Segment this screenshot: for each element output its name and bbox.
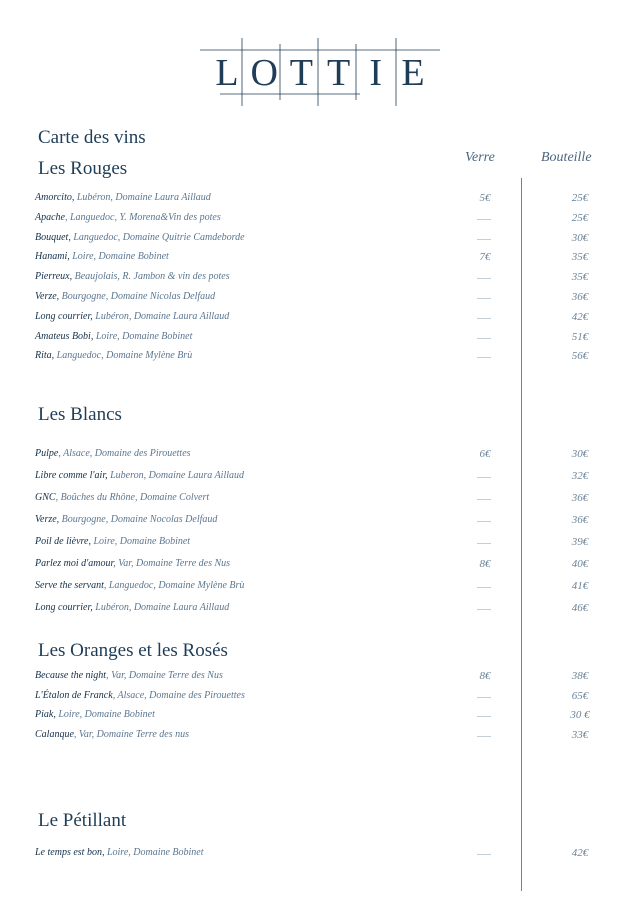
wine-description [35,512,217,528]
wine-description [35,600,229,616]
wine-description [35,269,230,285]
wine-description [35,534,190,550]
lottie-logo [200,38,440,108]
no-glass-price-dash [477,736,491,737]
logo-letter: T [326,52,351,94]
wine-description [35,230,245,246]
wine-name: GNC [35,492,56,503]
bottle-price: 42€ [571,310,589,323]
wine-row [35,556,615,572]
bottle-price: 25€ [571,192,589,204]
wine-description [35,249,169,265]
bottle-price: 30€ [571,448,589,460]
bottle-price: 30€ [571,231,589,244]
wine-row [35,668,615,684]
wine-name: Pulpe [35,448,59,459]
bottle-price: 32€ [571,470,589,482]
wine-description [35,190,211,206]
glass-price: 8€ [479,558,491,570]
wine-row [35,249,615,265]
wine-origin: Luberon, Domaine Laura Aillaud [107,470,245,481]
bottle-price: 46€ [571,602,589,614]
wine-origin: Lubéron, Domaine Laura Aillaud [92,602,230,613]
column-header-verre: Verre [465,150,495,165]
wine-description [35,309,229,325]
wine-name: Libre comme l'air, [35,470,108,481]
section-title-petillant: Le Pétillant [38,810,127,831]
wine-description [35,329,192,345]
wine-row [35,578,615,594]
wine-origin: Lubéron, Domaine Laura Aillaud [92,310,230,322]
wine-description [35,707,155,723]
bottle-price: 33€ [571,728,589,741]
wine-row [35,688,615,704]
wine-origin: Loire, Domaine Bobinet [55,709,155,720]
wine-name: Parlez moi d'amour [35,558,114,569]
wine-origin: , Var, Domaine Terre des Nus [113,558,231,569]
wine-origin: Beaujolais, R. Jambon & vin des potes [72,271,230,283]
wine-row [35,269,615,285]
bottle-price: 40€ [571,558,589,570]
bottle-price: 65€ [571,689,589,702]
wine-origin: , Languedoc, Y. Morena&Vin des potes [65,211,221,223]
wine-description [35,210,221,226]
wine-row [35,534,615,550]
wine-row [35,230,615,246]
no-glass-price-dash [477,477,491,478]
bottle-price: 38€ [571,670,589,682]
logo-wordmark [200,48,440,98]
wine-row [35,309,615,325]
wine-name: Long courrier, [35,602,93,613]
no-glass-price-dash [477,357,491,358]
wine-description [35,668,223,684]
wine-row [35,329,615,345]
wine-row [35,190,615,206]
wine-name: Verze, [35,291,60,302]
wine-origin: Loire, Domaine Bobinet [69,251,169,263]
wine-row [35,707,615,723]
wine-row [35,289,615,305]
bottle-price: 36€ [571,291,589,303]
wine-name: Amateus Bobi, [35,330,94,342]
bottle-price: 41€ [571,580,589,592]
wine-origin: Lubéron, Domaine Laura Aillaud [74,192,211,203]
no-glass-price-dash [477,239,491,240]
wine-row [35,512,615,528]
bottle-price: 30 € [570,709,590,721]
wine-name: Hanami, [35,251,70,263]
no-glass-price-dash [477,219,491,220]
section-title-rouges: Les Rouges [38,158,128,179]
wine-row [35,600,615,616]
no-glass-price-dash [477,318,491,319]
wine-origin: Loire, Domaine Bobinet [93,330,193,342]
wine-description [35,490,209,506]
wine-row [35,348,615,364]
wine-origin: Bourgogne, Domaine Nocolas Delfaud [59,514,218,525]
wine-name: Amorcito, [35,192,75,203]
section-title-blancs: Les Blancs [38,404,122,425]
logo-letter: T [289,52,313,94]
wine-name: Pierreux, [35,271,73,283]
no-glass-price-dash [477,278,491,279]
wine-name: Rita, [35,350,55,362]
logo-letter: O [250,52,278,94]
wine-origin: , Languedoc, Domaine Mylène Brù [103,580,245,591]
wine-name: Verze, [35,514,60,525]
wine-origin: , Var, Domaine Terre des Nus [106,670,223,681]
wine-row [35,210,615,226]
no-glass-price-dash [477,338,491,339]
logo-letter: L [215,52,239,94]
wine-row [35,490,615,506]
wine-origin: Loire, Domaine Bobinet [91,536,191,547]
wine-name: Because the night [35,670,107,681]
bottle-price: 42€ [571,847,589,859]
bottle-price: 36€ [571,514,589,526]
wine-origin: Languedoc, Domaine Mylène Brù [54,350,193,362]
bottle-price: 36€ [571,492,589,504]
glass-price: 8€ [479,670,491,682]
wine-name: Piak, [35,709,56,720]
no-glass-price-dash [477,609,491,610]
wine-description [35,845,204,861]
bottle-price: 39€ [571,536,589,548]
no-glass-price-dash [477,716,491,717]
no-glass-price-dash [477,854,491,855]
no-glass-price-dash [477,697,491,698]
wine-origin: , Alsace, Domaine des Pirouettes [112,689,245,701]
wine-description [35,468,244,484]
wine-description [35,348,192,364]
wine-description [35,289,215,305]
wine-description [35,688,245,704]
wine-origin: Languedoc, Domaine Quitrie Camdeborde [70,231,245,243]
bottle-price: 56€ [571,350,589,363]
logo-letter: E [401,52,425,94]
logo-letter: I [369,52,383,94]
wine-row [35,468,615,484]
wine-origin: Bourgogne, Domaine Nicolas Delfaud [59,291,216,302]
wine-row [35,727,615,743]
wine-name: Le temps est bon, [35,847,105,858]
column-header-bouteille: Bouteille [541,150,592,165]
glass-price: 6€ [479,448,491,460]
wine-name: Apache [35,211,65,223]
wine-name: Long courrier, [35,310,93,322]
page-title: Carte des vins [38,127,146,148]
wine-name: Calanque [35,728,74,740]
glass-price: 5€ [479,192,491,204]
no-glass-price-dash [477,499,491,500]
section-title-oranges-roses: Les Oranges et les Rosés [38,640,228,661]
glass-price: 7€ [479,251,491,264]
no-glass-price-dash [477,587,491,588]
wine-name: Poil de lièvre, [35,536,91,547]
bottle-price: 25€ [571,211,589,224]
no-glass-price-dash [477,298,491,299]
wine-origin: , Var, Domaine Terre des nus [73,728,189,740]
wine-origin: , Boûches du Rhône, Domaine Colvert [55,492,210,503]
wine-name: Bouquet, [35,231,71,243]
wine-description [35,556,230,572]
wine-origin: Loire, Domaine Bobinet [104,847,204,858]
wine-description [35,578,244,594]
wine-name: Serve the servant [35,580,104,591]
wine-origin: , Alsace, Domaine des Pirouettes [58,448,191,459]
no-glass-price-dash [477,521,491,522]
wine-name: L'Étalon de Franck [35,689,113,701]
wine-row [35,446,615,462]
no-glass-price-dash [477,543,491,544]
bottle-price: 35€ [571,251,589,264]
bottle-price: 35€ [571,271,589,284]
wine-description [35,446,191,462]
bottle-price: 51€ [571,330,589,343]
wine-row [35,845,615,861]
wine-description [35,727,189,743]
